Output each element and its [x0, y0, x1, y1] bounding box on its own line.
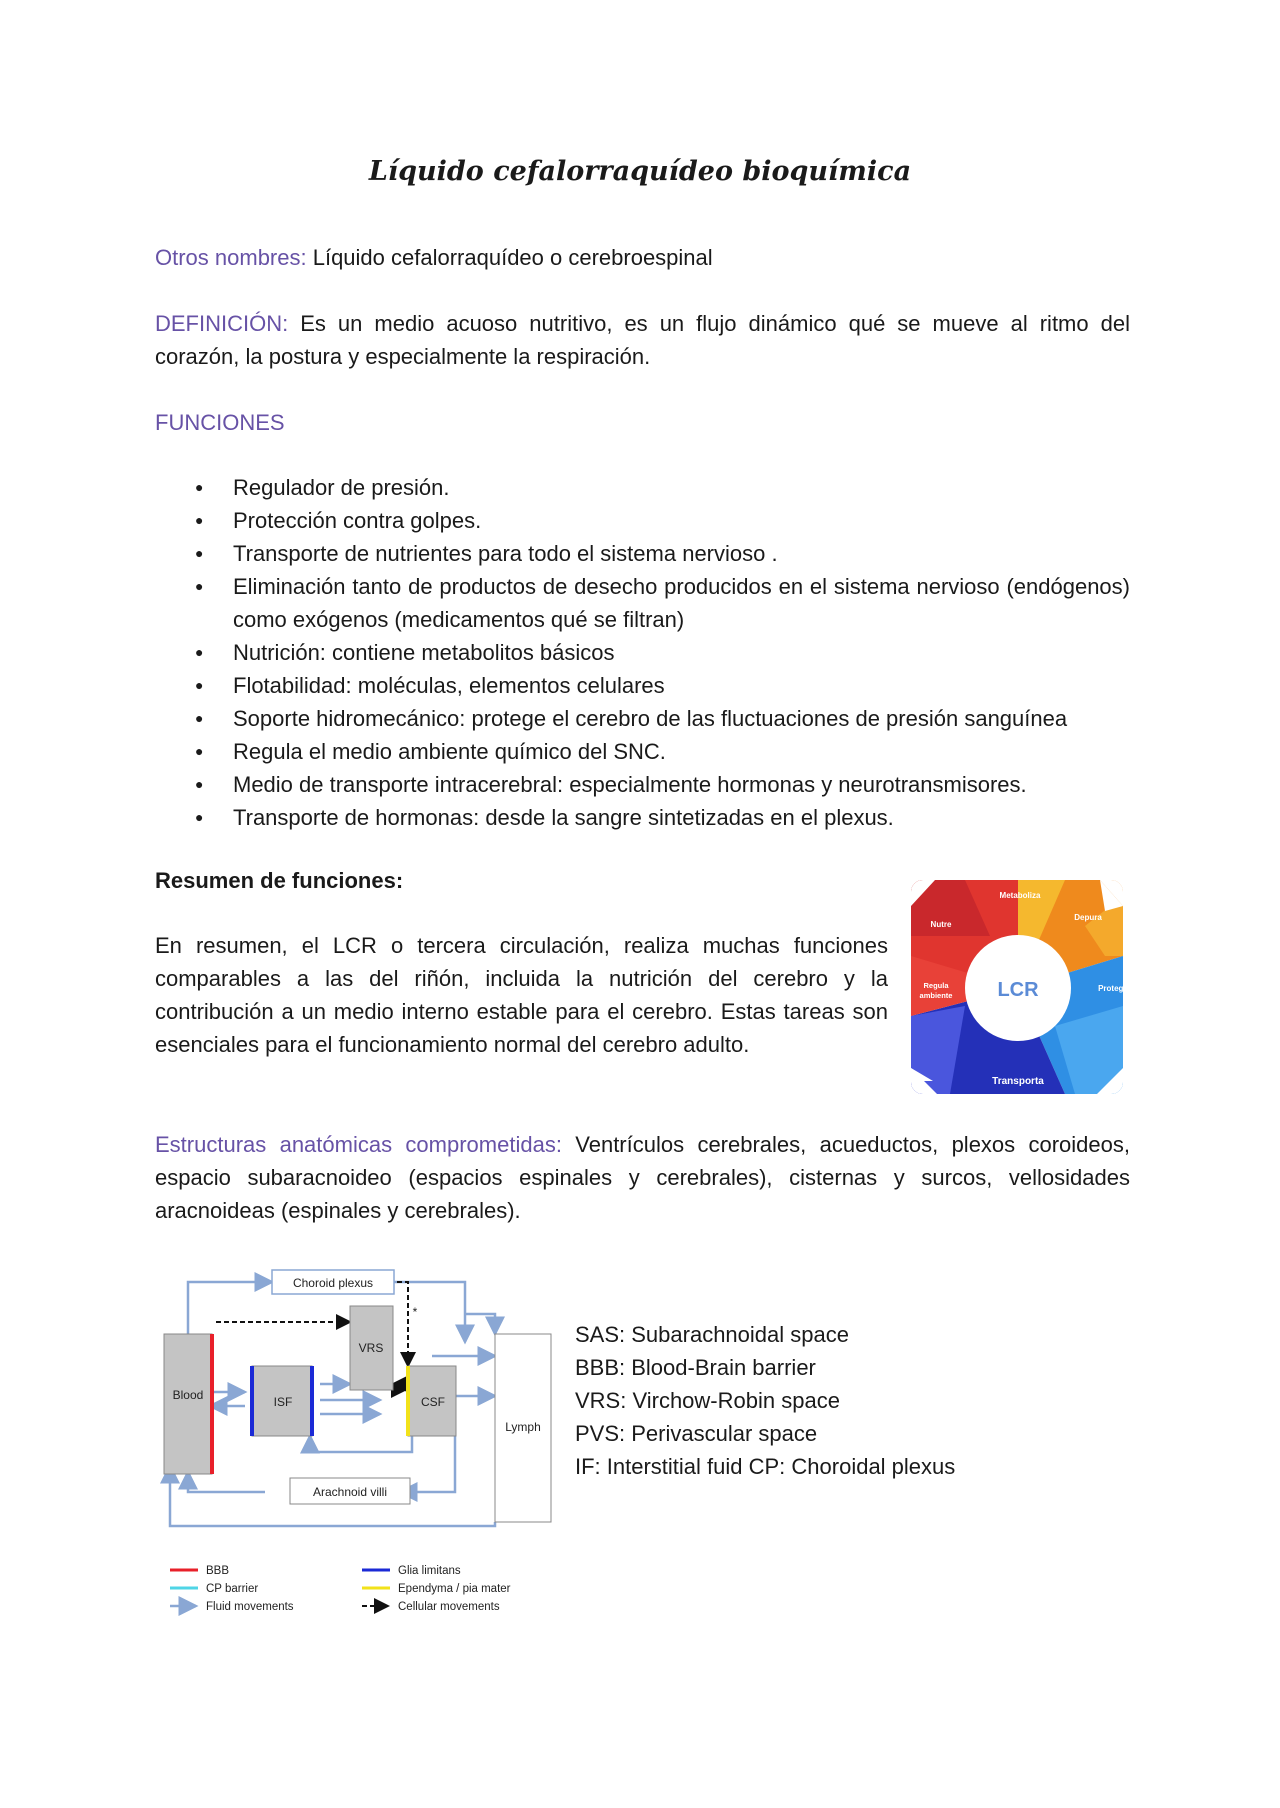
blood-box	[164, 1334, 212, 1474]
funciones-list-container	[155, 471, 1130, 834]
list-item: ● Protección contra golpes.	[155, 504, 1130, 537]
list-item: ● Nutrición: contiene metabolitos básicos	[155, 636, 1130, 669]
list-item: ● Regulador de presión.	[155, 471, 1130, 504]
wheel-label-regula-1: Regula	[923, 981, 949, 990]
abbreviation-item: VRS: Virchow-Robin space	[575, 1388, 840, 1413]
list-item: ● Regula el medio ambiente químico del SNC.	[155, 735, 1130, 768]
legend-cp-barrier: CP barrier	[206, 1583, 259, 1595]
funciones-list	[155, 471, 1130, 834]
isf-label: ISF	[273, 1395, 293, 1409]
wheel-label-nutre: Nutre	[930, 920, 952, 929]
legend-cellular-movements: Cellular movements	[398, 1601, 500, 1613]
list-item: ● Soporte hidromecánico: protege el cerebro de las fluctuaciones de presión sanguínea	[155, 702, 1130, 735]
otros-nombres-text: Líquido cefalorraquídeo o cerebroespinal	[306, 245, 713, 270]
choroid-plexus-label: Choroid plexus	[292, 1276, 374, 1290]
definicion-text: Es un medio acuoso nutritivo, es un flujo dinámico qué se mueve al ritmo del corazón, la postura y especialmente la respiración.	[155, 311, 1130, 369]
diagram-legend	[170, 1565, 511, 1613]
page-title: Líquido cefalorraquídeo bioquímica	[368, 156, 912, 187]
wheel-label-protege: Protege	[1098, 984, 1128, 993]
wheel-label-transporta: Transporta	[992, 1076, 1044, 1087]
otros-nombres-label: Otros nombres:	[155, 245, 307, 270]
star-label: *	[412, 1305, 418, 1319]
abbreviation-item: IF: Interstitial fuid CP: Choroidal plexus	[575, 1454, 956, 1479]
vrs-label: VRS	[358, 1341, 384, 1355]
legend-ependyma: Ependyma / pia mater	[398, 1583, 511, 1595]
wheel-label-depura: Depura	[1074, 913, 1102, 922]
arachnoid-villi-label: Arachnoid villi	[312, 1485, 388, 1499]
estructuras-paragraph	[155, 1128, 1130, 1227]
legend-glia-limitans: Glia limitans	[398, 1565, 461, 1577]
resumen-heading: Resumen de funciones:	[155, 868, 404, 893]
estructuras-label: Estructuras anatómicas comprometidas:	[155, 1132, 562, 1157]
estructuras-text: Ventrículos cerebrales, acueductos, plexos coroideos, espacio subaracnoideo (espacios espinales y cerebrales), cisternas y surcos, vellosidades aracnoideas (espinales y cerebrales).	[155, 1132, 1130, 1223]
lcr-wheel-image	[905, 876, 1131, 1100]
wheel-label-metaboliza: Metaboliza	[999, 891, 1041, 900]
abbreviation-item: BBB: Blood-Brain barrier	[575, 1355, 816, 1380]
list-item: ● Medio de transporte intracerebral: especialmente hormonas y neurotransmisores.	[155, 768, 1130, 801]
csf-label: CSF	[421, 1395, 445, 1409]
wheel-label-regula-2: ambiente	[919, 991, 953, 1000]
wheel-center-label: LCR	[997, 979, 1039, 1001]
list-item: ● Flotabilidad: moléculas, elementos celulares	[155, 669, 1130, 702]
definicion-label: DEFINICIÓN:	[155, 311, 289, 336]
list-item: ● Eliminación tanto de productos de desecho producidos en el sistema nervioso (endógenos) como exógenos (medicamentos qué se filtran)	[155, 570, 1130, 636]
resumen-paragraph: En resumen, el LCR o tercera circulación, realiza muchas funciones comparables a las del riñón, incluida la nutrición del cerebro y la contribución a un medio interno estable para el cerebro. Estas tareas son esenciales para el funcionamiento normal del cerebro adulto.	[155, 933, 888, 1057]
list-item: ● Transporte de hormonas: desde la sangre sintetizadas en el plexus.	[155, 801, 1130, 834]
list-item: ● Transporte de nutrientes para todo el sistema nervioso .	[155, 537, 1130, 570]
lymph-label: Lymph	[505, 1420, 541, 1434]
csf-flow-diagram	[150, 1256, 560, 1620]
legend-bbb: BBB	[206, 1565, 230, 1577]
definicion-paragraph	[155, 307, 1130, 373]
funciones-heading: FUNCIONES	[155, 410, 285, 435]
abbreviation-item: PVS: Perivascular space	[575, 1421, 818, 1446]
abbreviations-list	[575, 1318, 955, 1483]
blood-label: Blood	[172, 1388, 204, 1402]
otros-nombres-paragraph	[155, 241, 1130, 274]
abbreviation-item: SAS: Subarachnoidal space	[575, 1322, 849, 1347]
legend-fluid-movements: Fluid movements	[206, 1601, 294, 1613]
